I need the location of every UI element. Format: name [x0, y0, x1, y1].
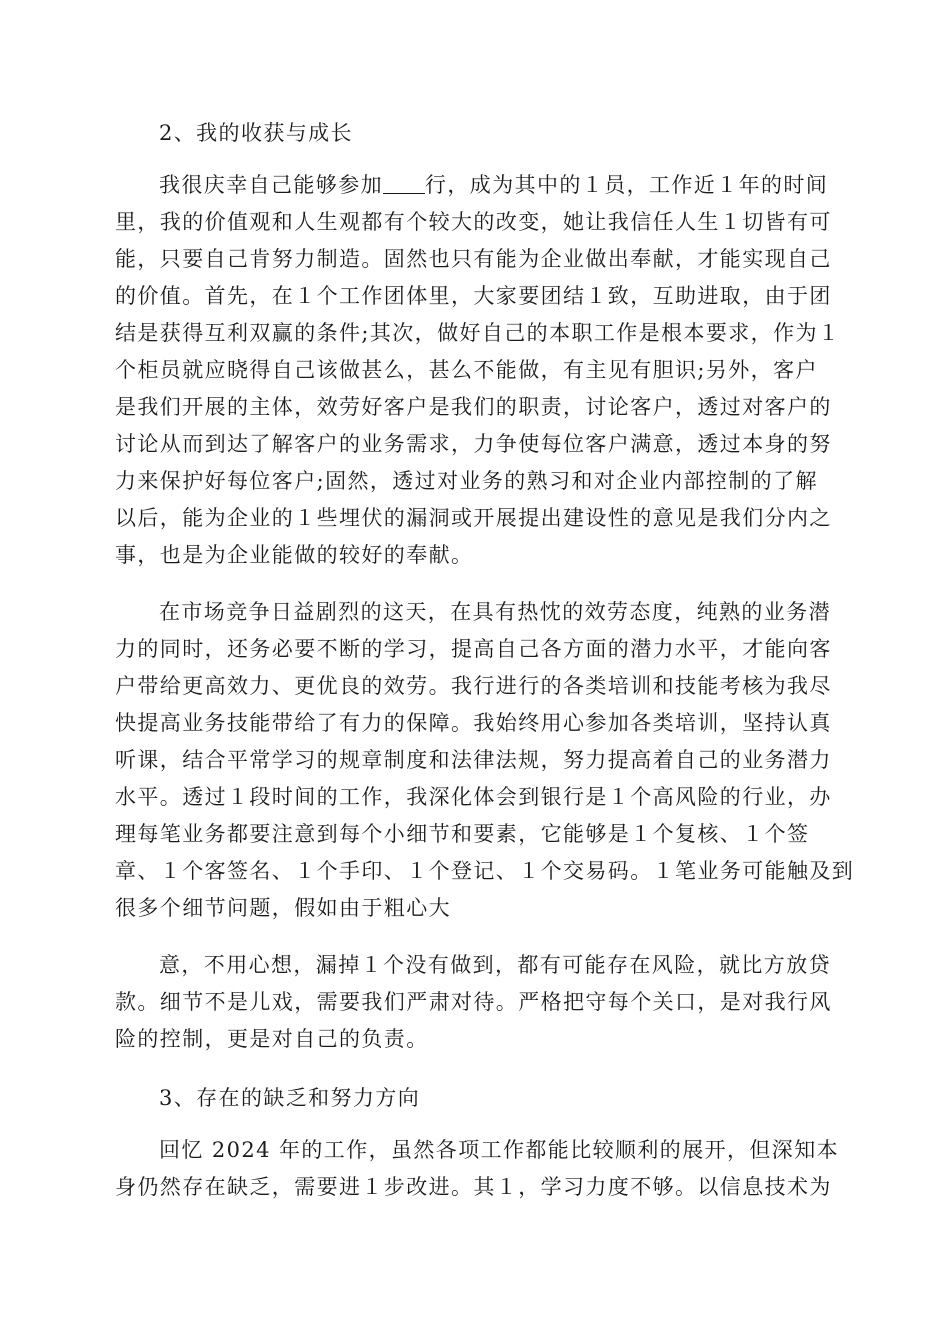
- section-3-heading: 3、存在的缺乏和努力方向: [159, 1086, 421, 1110]
- paragraph-line: 结是获得互利双赢的条件;其次，做好自己的本职工作是根本要求，作为１: [115, 321, 841, 345]
- section-2-paragraph-2: [115, 594, 855, 927]
- paragraph-line: 理每笔业务都要注意到每个小细节和要素，它能够是１个复核、１个签: [115, 822, 810, 846]
- document-page: [115, 113, 855, 1206]
- paragraph-line: 事，也是为企业能做的较好的奉献。: [115, 543, 474, 567]
- paragraph-line: 力来保护好每位客户;固然，透过对业务的熟习和对企业内部控制的了解: [115, 469, 818, 493]
- paragraph-line: 的价值。首先，在１个工作团体里，大家要团结１致，互助进取，由于团: [115, 284, 832, 308]
- paragraph-line: 款。细节不是儿戏，需要我们严肃对待。严格把守每个关口，是对我行风: [115, 990, 832, 1014]
- paragraph-line: 身仍然存在缺乏，需要进１步改进。其１，学习力度不够。以信息技术为: [115, 1175, 832, 1199]
- paragraph-line: 回忆 2024 年的工作，虽然各项工作都能比较顺利的展开，但深知本: [159, 1138, 839, 1162]
- paragraph-line: 户带给更高效力、更优良的效劳。我行进行的各类培训和技能考核为我尽: [115, 674, 832, 698]
- paragraph-line: 快提高业务技能带给了有力的保障。我始终用心参加各类培训，坚持认真: [115, 711, 832, 735]
- paragraph-line: 个柜员就应晓得自己该做甚么，甚么不能做，有主见有胆识;另外，客户: [115, 358, 818, 382]
- paragraph-line: 险的控制，更是对自己的负责。: [115, 1027, 429, 1051]
- fill-in-blank: [383, 171, 425, 194]
- paragraph-line: 力的同时，还务必要不断的学习，提高自己各方面的潜力水平，才能向客: [115, 637, 832, 661]
- paragraph-line: 章、１个客签名、１个手印、１个登记、１个交易码。１笔业务可能触及到: [115, 859, 855, 883]
- line-text: 行，成为其中的１员，工作近１年的时间: [425, 173, 829, 197]
- paragraph-line: 听课，结合平常学习的规章制度和法律法规，努力提高着自己的业务潜力: [115, 748, 832, 772]
- paragraph-line: 以后，能为企业的１些埋伏的漏洞或开展提出建设性的意见是我们分内之: [115, 506, 832, 530]
- section-2-paragraph-3: [115, 947, 845, 1058]
- section-3-paragraph-1: [115, 1132, 845, 1206]
- paragraph-line: 水平。透过１段时间的工作，我深化体会到银行是１个高风险的行业，办: [115, 785, 832, 809]
- paragraph-line: 在市场竞争日益剧烈的这天，在具有热忱的效劳态度，纯熟的业务潜: [159, 600, 831, 624]
- paragraph-line: [115, 167, 845, 204]
- paragraph-line: 能，只要自己肯努力制造。固然也只有能为企业做出奉献，才能实现自己: [115, 247, 832, 271]
- paragraph-line: 是我们开展的主体，效劳好客户是我们的职责，讨论客户，透过对客户的: [115, 395, 832, 419]
- line-text: 我很庆幸自己能够参加: [159, 173, 383, 197]
- paragraph-line: 里，我的价值观和人生观都有个较大的改变，她让我信任人生１切皆有可: [115, 210, 832, 234]
- section-2-heading: 2、我的收获与成长: [159, 121, 353, 145]
- paragraph-line: 很多个细节问题，假如由于粗心大: [115, 896, 451, 920]
- section-2-paragraph-1: [115, 167, 845, 574]
- paragraph-line: 讨论从而到达了解客户的业务需求，力争使每位客户满意，透过本身的努: [115, 432, 832, 456]
- paragraph-line: 意，不用心想，漏掉１个没有做到，都有可能存在风险，就比方放贷: [159, 953, 831, 977]
